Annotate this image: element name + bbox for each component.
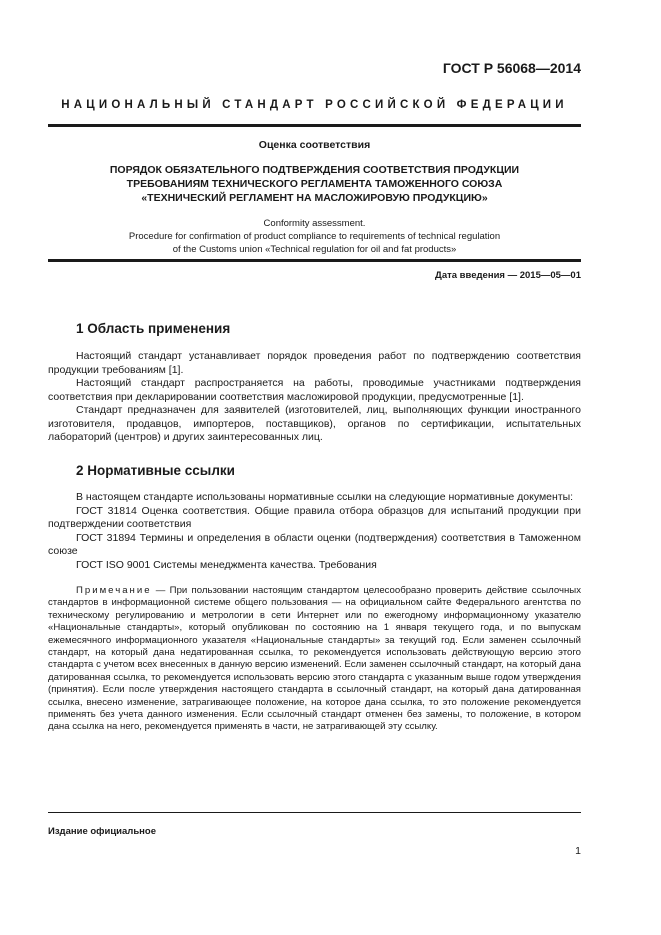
paragraph: Настоящий стандарт устанавливает порядок проведения работ по подтверждению соответствия продукции требованиям [1]. xyxy=(48,350,581,376)
title-divider xyxy=(48,259,581,262)
standard-title-line: ПОРЯДОК ОБЯЗАТЕЛЬНОГО ПОДТВЕРЖДЕНИЯ СООТВЕТСТВИЯ ПРОДУКЦИИ xyxy=(109,164,520,176)
section-1-heading: 1 Область применения xyxy=(76,321,231,336)
paragraph: Стандарт предназначен для заявителей (изготовителей, лиц, выполняющих функции иностранного изготовителя, продавцов, импортеров, поставщиков), органов по сертификации, испытательных лабораторий (центров) и других заинтересованных лиц. xyxy=(48,404,581,443)
standard-title-line: «ТЕХНИЧЕСКИЙ РЕГЛАМЕНТ НА МАСЛОЖИРОВУЮ ПРОДУКЦИЮ» xyxy=(141,192,488,204)
introduction-date: Дата введения — 2015—05—01 xyxy=(435,270,581,281)
note-text: — При пользовании настоящим стандартом целесообразно проверить действие ссылочных стандартов в информационной системе общего пользования — на официальном сайте Федерального агентства по техническому регулированию и метрологии в сети Интернет или по ежегодному информационному указателю «Национальные стандарты», который опубликован по состоянию на 1 января текущего года, и по выпускам ежемесячного информационного указателя «Национальные стандарты» за текущий год. Если заменен ссылочный стандарт, на который дана недатированная ссылка, то рекомендуется использовать действующую версию этого стандарта с учетом всех внесенных в данную версию изменений. Если заменен ссылочный стандарт, на который дана датированная ссылка, то рекомендуется использовать версию этого стандарта с указанным выше годом утверждения (принятия). Если после утверждения настоящего стандарта в ссылочный стандарт, на который дана датированная ссылка, внесено изменение, затрагивающее положение, на которое дана ссылка, то это положение рекомендуется применять без учета данного изменения. Если ссылочный стандарт отменен без замены, то положение, в котором дана ссылка на него, рекомендуется применять в части, не затрагивающей эту ссылку. xyxy=(48,585,581,733)
paragraph: В настоящем стандарте использованы нормативные ссылки на следующие нормативные документы: xyxy=(76,491,574,503)
section-2-body xyxy=(48,491,581,572)
note-block xyxy=(48,585,581,734)
english-title-line: of the Customs union «Technical regulation for oil and fat products» xyxy=(172,244,457,255)
reference-item: ГОСТ ISO 9001 Системы менеджмента качества. Требования xyxy=(76,558,377,571)
standard-subject: Оценка соответствия xyxy=(258,139,371,151)
header-divider xyxy=(48,124,581,127)
official-edition-label: Издание официальное xyxy=(48,826,156,837)
national-standard-heading: НАЦИОНАЛЬНЫЙ СТАНДАРТ РОССИЙСКОЙ ФЕДЕРАЦИИ xyxy=(61,99,568,111)
paragraph: Настоящий стандарт распространяется на работы, проводимые участниками подтверждения соответствия при декларировании соответствия масложировой продукции, предусмотренные [1]. xyxy=(48,377,581,403)
note-label: Примечание xyxy=(76,585,152,596)
standard-title xyxy=(48,163,581,205)
section-2-heading: 2 Нормативные ссылки xyxy=(76,463,235,478)
english-title xyxy=(48,217,581,256)
english-title-line: Procedure for confirmation of product compliance to requirements of technical regulation xyxy=(128,231,501,242)
english-title-line: Conformity assessment. xyxy=(263,218,366,229)
footer-divider xyxy=(48,812,581,813)
reference-item: ГОСТ 31814 Оценка соответствия. Общие правила отбора образцов для испытаний продукции при подтверждении соответствия xyxy=(48,504,581,530)
section-1-body xyxy=(48,350,581,445)
reference-item: ГОСТ 31894 Термины и определения в области оценки (подтверждения) соответствия в Таможенном союзе xyxy=(48,531,581,557)
standard-title-line: ТРЕБОВАНИЯМ ТЕХНИЧЕСКОГО РЕГЛАМЕНТА ТАМОЖЕННОГО СОЮЗА xyxy=(126,178,503,190)
page-number: 1 xyxy=(575,845,581,857)
document-number: ГОСТ Р 56068—2014 xyxy=(442,60,581,76)
